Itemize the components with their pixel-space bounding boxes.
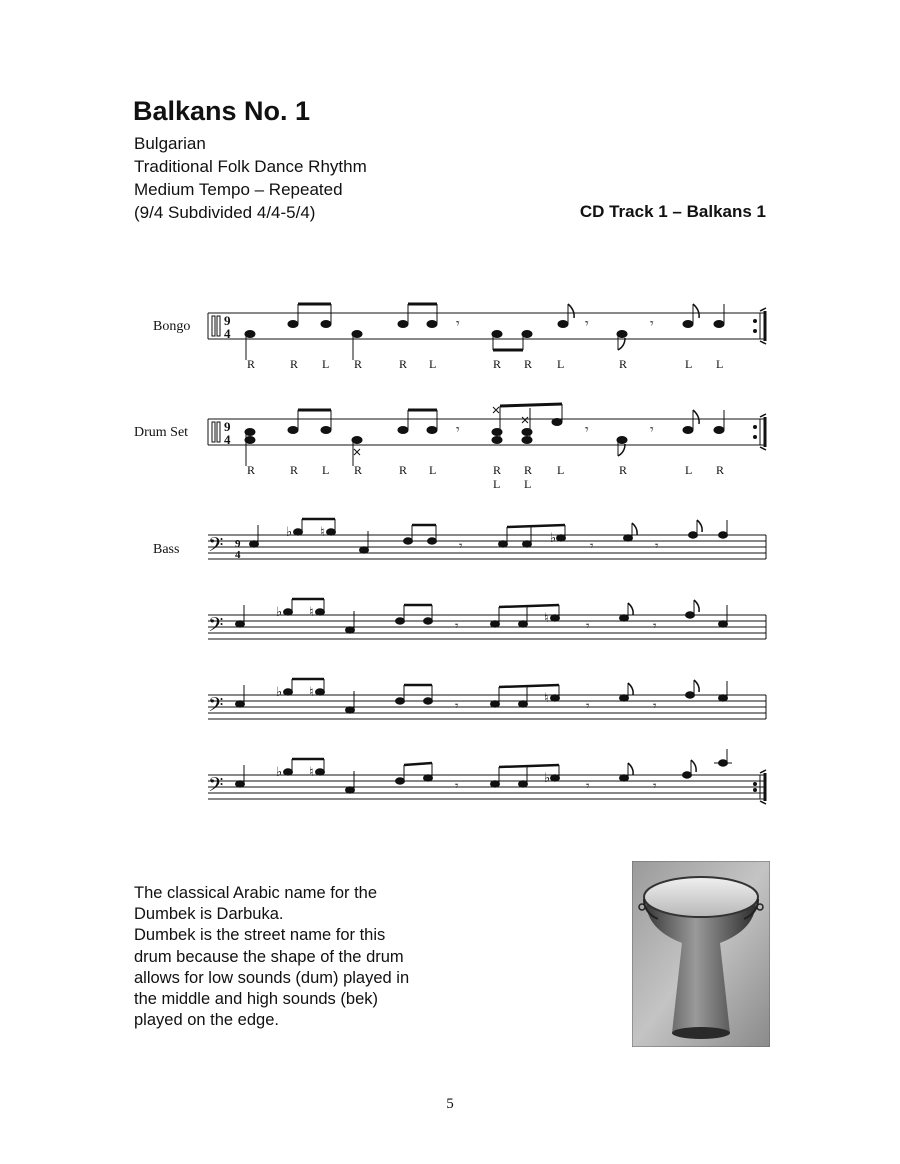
drumset-label: Drum Set	[134, 425, 189, 440]
sticking-letter: L	[493, 477, 501, 491]
sticking-letter: L	[322, 357, 330, 371]
svg-text:𝄾: 𝄾	[653, 618, 657, 633]
svg-text:♭: ♭	[544, 770, 551, 785]
svg-text:4: 4	[224, 326, 231, 341]
svg-text:𝄾: 𝄾	[650, 421, 654, 437]
svg-text:♭: ♭	[550, 530, 557, 545]
sticking-letter: R	[716, 463, 725, 477]
svg-text:♭: ♭	[286, 524, 293, 539]
svg-text:𝄾: 𝄾	[586, 778, 590, 793]
bass-staff-3	[0, 675, 900, 745]
sticking-letter: L	[685, 463, 693, 477]
sticking-letter: R	[354, 463, 363, 477]
dumbek-photo	[632, 861, 770, 1047]
svg-text:♭: ♭	[276, 604, 283, 619]
sticking-letter: R	[493, 357, 502, 371]
description-line: played on the edge.	[134, 1011, 279, 1030]
svg-text:𝄾: 𝄾	[590, 538, 594, 553]
svg-text:𝄾: 𝄾	[586, 618, 590, 633]
svg-text:♮: ♮	[320, 524, 325, 539]
svg-text:𝄢: 𝄢	[208, 534, 224, 561]
svg-text:𝄾: 𝄾	[653, 778, 657, 793]
svg-text:𝄢: 𝄢	[208, 614, 224, 641]
description-line: Dumbek is the street name for this	[134, 926, 386, 945]
svg-text:♮: ♮	[309, 764, 314, 779]
sticking-letter: L	[429, 357, 437, 371]
subtitle-origin: Bulgarian	[134, 134, 206, 153]
svg-text:𝄾: 𝄾	[455, 618, 459, 633]
svg-text:𝄾: 𝄾	[459, 538, 463, 553]
description-line: The classical Arabic name for the	[134, 884, 378, 902]
bongo-staff	[0, 290, 900, 390]
drumset-staff	[0, 396, 900, 496]
svg-text:𝄾: 𝄾	[585, 315, 589, 331]
svg-text:♭: ♭	[276, 764, 283, 779]
svg-text:𝄾: 𝄾	[455, 778, 459, 793]
svg-text:𝄾: 𝄾	[455, 698, 459, 713]
description-line: allows for low sounds (dum) played in	[134, 968, 410, 987]
bass-staff-2	[0, 595, 900, 665]
svg-text:♮: ♮	[309, 684, 314, 699]
sticking-letter: R	[524, 463, 533, 477]
description-line: drum because the shape of the drum	[134, 947, 404, 966]
svg-text:9: 9	[224, 313, 231, 328]
subtitle-meter: (9/4 Subdivided 4/4-5/4)	[134, 203, 316, 222]
description-line: the middle and high sounds (bek)	[134, 990, 378, 1009]
svg-text:♮: ♮	[309, 604, 314, 619]
svg-text:𝄾: 𝄾	[653, 698, 657, 713]
sticking-letter: R	[290, 357, 299, 371]
svg-text:♮: ♮	[544, 690, 549, 705]
sticking-letter: R	[619, 463, 628, 477]
sticking-letter: R	[247, 463, 256, 477]
page-number: 5	[446, 1096, 454, 1112]
cd-track-label: CD Track 1 – Balkans 1	[579, 202, 766, 221]
subtitle-tempo: Medium Tempo – Repeated	[134, 180, 343, 199]
sticking-letter: L	[322, 463, 330, 477]
sticking-letter: R	[399, 463, 408, 477]
svg-text:4: 4	[224, 432, 231, 447]
svg-text:𝄾: 𝄾	[456, 421, 460, 437]
sticking-letter: L	[557, 463, 565, 477]
dumbek-description	[134, 883, 464, 1031]
svg-text:𝄢: 𝄢	[208, 774, 224, 801]
svg-text:𝄾: 𝄾	[650, 315, 654, 331]
sticking-letter: R	[354, 357, 363, 371]
description-line: Dumbek is Darbuka.	[134, 905, 284, 924]
svg-text:𝄾: 𝄾	[586, 698, 590, 713]
svg-text:♮: ♮	[544, 610, 549, 625]
svg-text:𝄾: 𝄾	[456, 315, 460, 331]
svg-text:9: 9	[235, 538, 241, 550]
sticking-letter: R	[619, 357, 628, 371]
page-title: Balkans No. 1	[133, 96, 311, 126]
bass-staff-4	[0, 755, 900, 825]
bass-label: Bass	[153, 542, 180, 557]
sticking-letter: L	[716, 357, 724, 371]
subtitle-style: Traditional Folk Dance Rhythm	[134, 157, 367, 176]
bongo-label: Bongo	[153, 319, 191, 334]
sticking-letter: L	[429, 463, 437, 477]
svg-text:4: 4	[235, 549, 241, 561]
sticking-letter: L	[557, 357, 565, 371]
sticking-letter: R	[524, 357, 533, 371]
sticking-letter: R	[247, 357, 256, 371]
svg-text:𝄾: 𝄾	[655, 538, 659, 553]
svg-text:♭: ♭	[276, 684, 283, 699]
bass-staff-1	[0, 515, 900, 585]
svg-text:9: 9	[224, 419, 231, 434]
sticking-letter: R	[493, 463, 502, 477]
svg-text:𝄾: 𝄾	[585, 421, 589, 437]
sticking-letter: R	[399, 357, 408, 371]
sticking-letter: R	[290, 463, 299, 477]
sticking-letter: L	[524, 477, 532, 491]
sticking-letter: L	[685, 357, 693, 371]
svg-text:𝄢: 𝄢	[208, 694, 224, 721]
